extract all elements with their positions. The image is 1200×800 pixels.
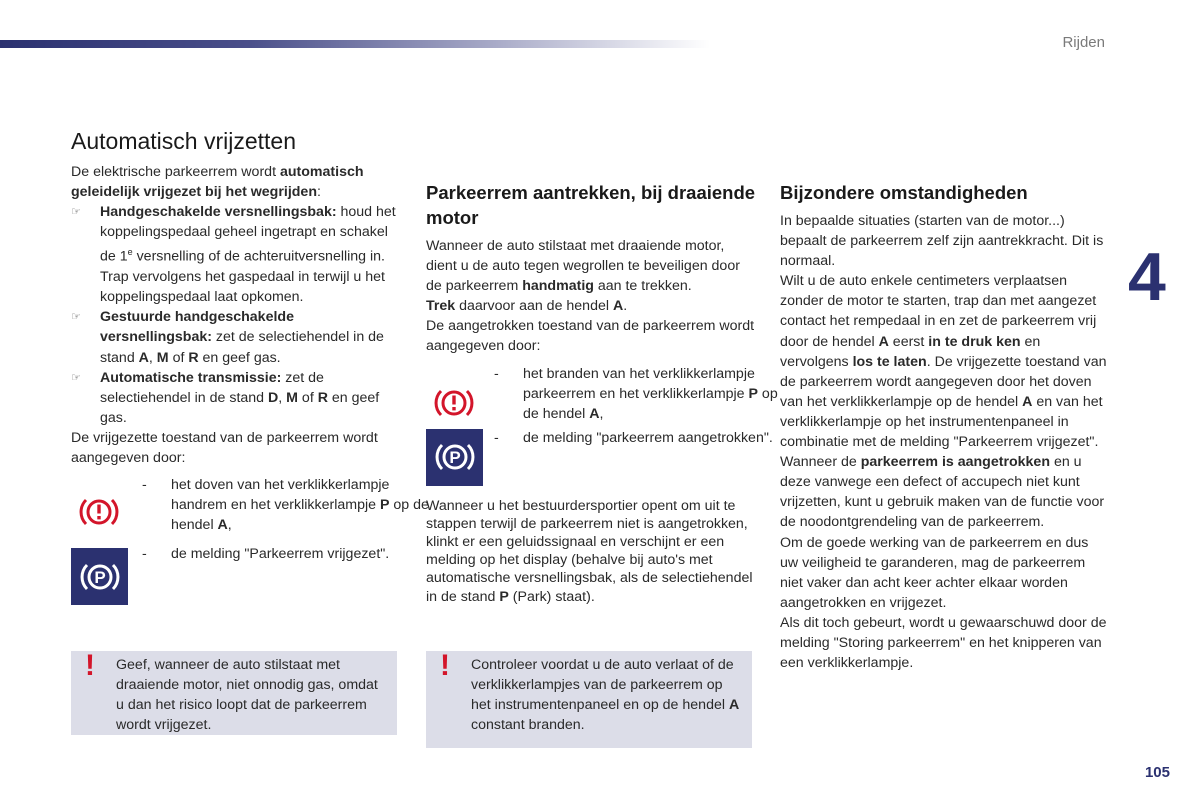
warning-box-2 bbox=[426, 651, 752, 748]
pointing-hand-icon: ☞ bbox=[71, 371, 81, 384]
indicator-item-1: - het doven van het verklikkerlampje handrem en het verklikkerlampje P op de hendel A, bbox=[142, 477, 429, 534]
column-apply-brake bbox=[426, 180, 778, 606]
pointing-hand-icon: ☞ bbox=[71, 311, 81, 324]
indicator-list-released bbox=[71, 477, 429, 598]
released-state-text: De vrijgezette toestand van de parkeerrem wordt aangegeven door: bbox=[71, 429, 378, 467]
applied-state-text: De aangetrokken toestand van de parkeerrem wordt aangegeven door: bbox=[426, 318, 755, 355]
brake-warning-icon bbox=[426, 375, 482, 431]
column-special-circumstances bbox=[780, 180, 1110, 673]
brake-warning-icon bbox=[71, 484, 127, 540]
parking-p-icon bbox=[426, 429, 483, 486]
section-label: Rijden bbox=[1062, 34, 1105, 51]
bullet-piloted-gearbox: ☞ Gestuurde handgeschakelde versnellingsbak: zet de selectiehendel in de stand A, M of R en geef gas. bbox=[71, 309, 384, 366]
special-paragraph-3: Wanneer de parkeerrem is aangetrokken en u deze vanwege een defect of accupech niet kunt vrijzetten, kunt u gebruik maken van de functie voor de noodontgrendeling van de parkeerrem. bbox=[780, 454, 1105, 531]
special-paragraph-2: Wilt u de auto enkele centimeters verplaatsen zonder de motor te starten, trap dan met aangezet contact het rempedaal in en zet de parkeerrem vrij door de hendel A eerst in te druk ken en vervolgens los te laten. De vrijgezette toestand van de parkeerrem wordt aangegeven door het doven van het verklikkerlampje op de hendel A en van het verklikkerlampje op het instrumentenpaneel in combinatie met de melding "Parkeerrem vrijgezet". bbox=[780, 273, 1107, 451]
indicator-list-applied bbox=[426, 365, 778, 499]
header-bar bbox=[0, 40, 710, 48]
svg-text:P: P bbox=[448, 448, 461, 468]
indicator-item-2: - de melding "Parkeerrem vrijgezet". bbox=[142, 546, 390, 563]
special-paragraph-4: Om de goede werking van de parkeerrem en dus uw veiligheid te garanderen, mag de parkeerrem niet vaker dan acht keer achter elkaar worden aangetrokken en vrijgezet. bbox=[780, 534, 1089, 611]
special-paragraph-1: In bepaalde situaties (starten van de motor...) bepaalt de parkeerrem zelf zijn aantrekkracht. Dit is normaal. bbox=[780, 213, 1104, 270]
page-number: 105 bbox=[1144, 764, 1170, 781]
exclamation-icon: ! bbox=[440, 649, 450, 682]
intro-paragraph: De elektrische parkeerrem wordt automatisch geleidelijk vrijgezet bij het wegrijden: bbox=[71, 164, 364, 201]
special-paragraph-5: Als dit toch gebeurt, wordt u gewaarschuwd door de melding "Storing parkeerrem" en het knipperen van een verklikkerlampje. bbox=[780, 614, 1107, 672]
warning-text-2: Controleer voordat u de auto verlaat of de verklikkerlampjes van de parkeerrem op het instrumentenpaneel en op de hendel A constant branden. bbox=[471, 657, 740, 734]
chapter-number: 4 bbox=[1128, 239, 1166, 315]
pointing-hand-icon: ☞ bbox=[71, 206, 81, 219]
parking-p-icon bbox=[71, 548, 128, 605]
exclamation-icon: ! bbox=[85, 649, 95, 682]
indicator-item-applied-2: - de melding "parkeerrem aangetrokken". bbox=[494, 429, 773, 446]
warning-box-1 bbox=[71, 651, 397, 735]
svg-text:P: P bbox=[93, 567, 106, 587]
warning-text-1: Geef, wanneer de auto stilstaat met draaiende motor, niet onnodig gas, omdat u dan het risico loopt dat de parkeerrem wordt vrijgezet. bbox=[116, 657, 378, 734]
door-open-paragraph: Wanneer u het bestuurdersportier opent om uit te stappen terwijl de parkeerrem niet is aangetrokken, klinkt er een geluidssignaal en verschijnt er een melding op het display (behalve bij auto's met automatische versnellingsbak, als de selectiehendel in de stand P (Park) staat). bbox=[426, 497, 753, 605]
bullet-automatic-transmission: ☞ Automatische transmissie: zet de selectiehendel in de stand D, M of R en geef gas. bbox=[71, 369, 380, 426]
indicator-item-applied-1: - het branden van het verklikkerlampje parkeerrem en het verklikkerlampje P op de hendel A, bbox=[494, 365, 778, 422]
title-apply-brake: Parkeerrem aantrekken, bij draaiende motor bbox=[426, 182, 756, 228]
title-special-circumstances: Bijzondere omstandigheden bbox=[780, 182, 1028, 203]
bullet-manual-gearbox: ☞ Handgeschakelde versnellingsbak: houd het koppelingspedaal geheel ingetrapt en schakel de 1e versnelling of de achteruitversnelling in. Trap vervolgens het gaspedaal in terwijl u het koppelingspedaal laat opkomen. bbox=[71, 204, 396, 306]
column-automatic-release bbox=[71, 126, 429, 598]
apply-paragraph: Wanneer de auto stilstaat met draaiende motor, dient u de auto tegen wegrollen te beveiligen door de parkeerrem handmatig aan te trekken. Trek daarvoor aan de hendel A. bbox=[426, 238, 740, 315]
title-automatic-release: Automatisch vrijzetten bbox=[71, 128, 296, 154]
